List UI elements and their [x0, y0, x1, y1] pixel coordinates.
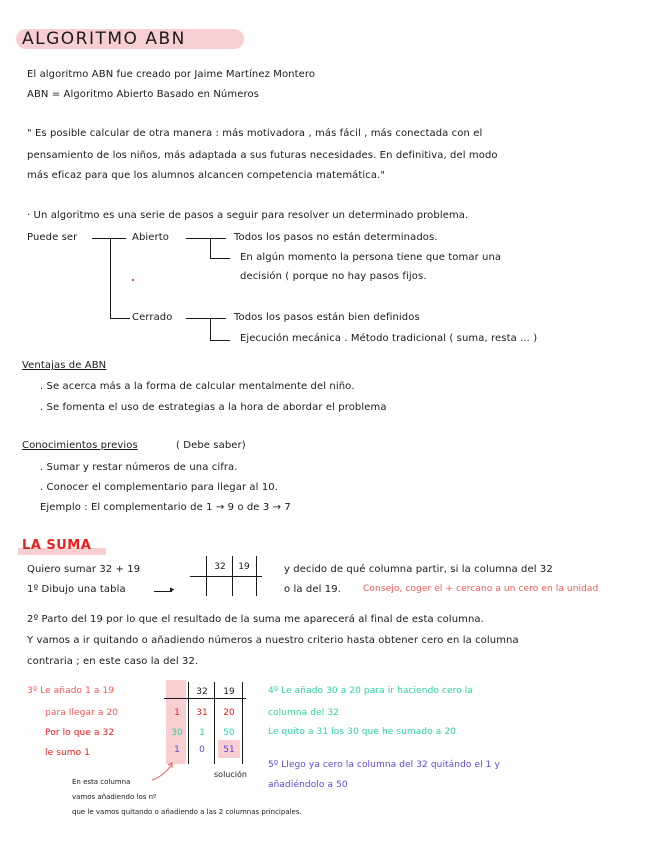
puede-ser-label: Puede ser	[27, 232, 78, 243]
step3-line-2: para llegar a 20	[45, 708, 119, 718]
worked-table-line-1	[188, 682, 189, 764]
step3-line-3: Por lo que a 32	[45, 728, 115, 738]
conocimientos-note: ( Debe saber)	[176, 440, 246, 451]
consejo-note: Consejo, coger el + cercano a un cero en la unidad	[363, 584, 599, 594]
cerrado-sub-line	[210, 318, 211, 340]
worked-table-line-2	[214, 682, 215, 764]
intro-line-1: El algoritmo ABN fue creado por Jaime Martínez Montero	[27, 69, 316, 80]
step2-line-3: contraria ; en este caso la del 32.	[27, 656, 199, 667]
solucion-label: solución	[214, 770, 247, 779]
step3-line-1: 3º Le añado 1 a 19	[27, 686, 115, 696]
ventajas-heading: Ventajas de ABN	[22, 360, 107, 371]
table-right-line	[256, 556, 257, 596]
cerrado-sub-branch	[210, 340, 230, 341]
quote-line-3: más eficaz para que los alumnos alcancen competencia matemática."	[27, 170, 386, 181]
step2-line-1: 2º Parto del 19 por lo que el resultado de la suma me aparecerá al final de esta columna.	[27, 614, 484, 625]
table-left-line	[206, 556, 207, 596]
ventajas-item-1: . Se acerca más a la forma de calcular mentalmente del niño.	[40, 381, 355, 392]
abierto-label: Abierto	[132, 232, 169, 243]
cerrado-item-1: Todos los pasos están bien definidos	[234, 312, 420, 323]
step2-line-2: Y vamos a ir quitando o añadiendo números a nuestro criterio hasta obtener cero en la columna	[27, 635, 519, 646]
note-arrow-icon	[150, 760, 180, 782]
table-mid-line	[232, 556, 233, 596]
conocimientos-example: Ejemplo : El complementario de 1 → 9 o de 3 → 7	[40, 502, 291, 513]
decide-line-1: y decido de qué columna partir, si la columna del 32	[284, 564, 553, 575]
intro-line-2: ABN = Algoritmo Abierto Basado en Números	[27, 89, 259, 100]
quote-line-2: pensamiento de los niños, más adaptada a sus futuras necesidades. En definitiva, del modo	[27, 150, 498, 161]
row-2-b: 50	[223, 728, 235, 738]
table-header-line	[190, 576, 262, 577]
step5-line-2: añadiéndolo a 50	[268, 780, 348, 790]
step5-line-1: 5º Llego ya cero la columna del 32 quitándo el 1 y	[268, 760, 500, 770]
worked-header-19: 19	[223, 687, 235, 697]
row-1-b: 20	[223, 708, 235, 718]
suma-line-1: Quiero sumar 32 + 19	[27, 564, 141, 575]
note-line-2: vamos añadiendo los nº	[72, 793, 157, 801]
tree-vertical-line	[110, 238, 111, 318]
abierto-item-2b: decisión ( porque no hay pasos fijos.	[240, 271, 427, 282]
cerrado-connector	[186, 318, 226, 319]
decide-line-2: o la del 19.	[284, 584, 341, 595]
tree-connector	[92, 238, 126, 239]
row-1-left: 1	[174, 708, 180, 718]
row-2-left: 30	[171, 728, 183, 738]
abierto-sub-line	[210, 238, 211, 258]
step4-line-1: 4º Le añado 30 a 20 para ir haciendo cero la	[268, 686, 474, 696]
table-header-19: 19	[238, 562, 250, 572]
quote-line-1: " Es posible calcular de otra manera : más motivadora , más fácil , más conectada con el	[27, 128, 483, 139]
arrow-right-icon: ▸	[170, 585, 175, 595]
abierto-connector	[186, 238, 226, 239]
row-3-a: 0	[199, 745, 205, 755]
abierto-item-2a: En algún momento la persona tiene que tomar una	[240, 252, 502, 263]
worked-header-32: 32	[196, 687, 208, 697]
conocimientos-heading: Conocimientos previos	[22, 440, 138, 451]
row-2-a: 1	[199, 728, 205, 738]
table-header-32: 32	[214, 562, 226, 572]
cerrado-item-2: Ejecución mecánica . Método tradicional ( suma, resta ... )	[240, 333, 538, 344]
tree-branch-cerrado	[110, 318, 130, 319]
red-dot	[132, 279, 134, 281]
step3-line-4: le sumo 1	[45, 748, 91, 758]
step4-line-2: columna del 32	[268, 708, 339, 718]
row-3-b: 51	[223, 745, 235, 755]
row-3-left: 1	[174, 745, 180, 755]
worked-table-line-3	[242, 682, 243, 764]
definition-line: · Un algoritmo es una serie de pasos a seguir para resolver un determinado problema.	[27, 210, 469, 221]
note-line-3: que le vamos quitando o añadiendo a las 2 columnas principales.	[72, 808, 302, 816]
worked-table-header-line	[164, 698, 246, 699]
row-1-a: 31	[196, 708, 208, 718]
suma-heading: LA SUMA	[22, 538, 92, 553]
page-title: ALGORITMO ABN	[22, 29, 186, 49]
abierto-sub-branch	[210, 258, 230, 259]
abierto-item-1: Todos los pasos no están determinados.	[234, 232, 438, 243]
conocimientos-item-1: . Sumar y restar números de una cifra.	[40, 462, 238, 473]
ventajas-item-2: . Se fomenta el uso de estrategias a la hora de abordar el problema	[40, 402, 387, 413]
note-line-1: En esta columna	[72, 778, 131, 786]
conocimientos-item-2: . Conocer el complementario para llegar al 10.	[40, 482, 279, 493]
cerrado-label: Cerrado	[132, 312, 173, 323]
suma-line-2: 1º Dibujo una tabla	[27, 584, 126, 595]
step4-line-3: Le quito a 31 los 30 que he sumado a 20	[268, 727, 457, 737]
